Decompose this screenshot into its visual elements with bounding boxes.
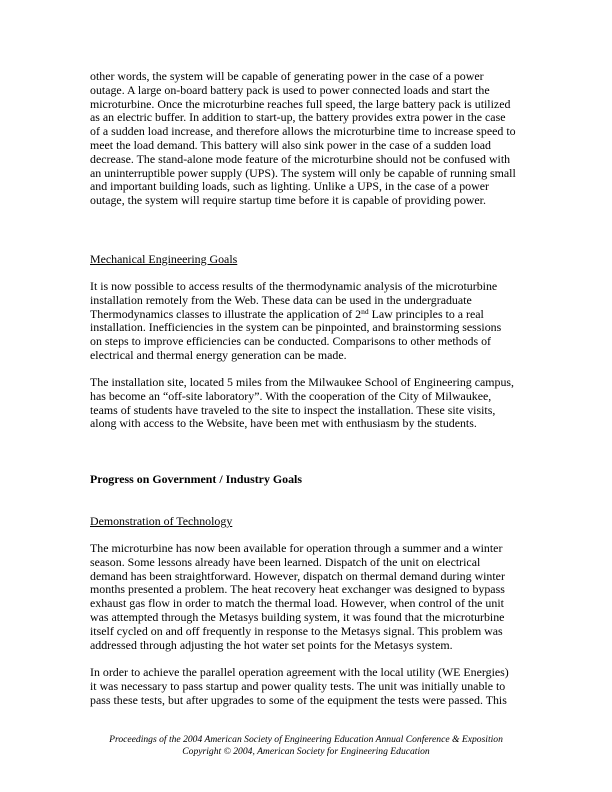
text-line: on steps to improve efficiencies can be conducted. Comparisons to other methods of	[90, 334, 491, 349]
text-fragment: Law principles to a real	[368, 306, 484, 321]
section-heading-demonstration	[90, 514, 560, 529]
section-heading: Progress on Government / Industry Goals	[90, 472, 302, 486]
paragraph-demonstration-2	[90, 666, 560, 707]
text-line: The microturbine has now been available for operation through a summer and a winter	[90, 541, 503, 555]
text-line: months presented a problem. The heat recovery heat exchanger was designed to bypass	[90, 582, 505, 597]
footer-copyright: Copyright © 2004, American Society for Engineering Education	[182, 745, 430, 757]
subsection-heading: Demonstration of Technology	[90, 514, 233, 528]
text-line: decrease. The stand-alone mode feature of the microturbine should not be confused with	[90, 151, 511, 166]
text-line: microturbine. Once the microturbine reaches full speed, the large battery pack is utilized	[90, 96, 511, 111]
text-line: teams of students have traveled to the site to inspect the installation. These site visits,	[90, 402, 496, 417]
text-line: season. Some lessons already have been learned. Dispatch of the unit on electrical	[90, 554, 481, 569]
text-line: addressed through adjusting the hot water set points for the Metasys system.	[90, 637, 453, 652]
text-line: The installation site, located 5 miles from the Milwaukee School of Engineering campus,	[90, 375, 514, 389]
text-line: an uninterruptible power supply (UPS). The system will only be capable of running small	[90, 165, 516, 180]
paragraph-demonstration-1	[90, 542, 560, 652]
section-heading-progress	[90, 473, 560, 487]
text-line: along with access to the Website, have been met with enthusiasm by the students.	[90, 416, 477, 431]
footer-proceedings: Proceedings of the 2004 American Society of Engineering Education Annual Conference & Exposition	[109, 734, 503, 745]
text-line: it was necessary to pass startup and power quality tests. The unit was initially unable to	[90, 678, 506, 693]
text-line: pass these tests, but after upgrades to some of the equipment the tests were passed. This	[90, 692, 507, 707]
section-heading: Mechanical Engineering Goals	[90, 252, 238, 266]
text-line: was attempted through the Metasys building system, it was found that the microturbine	[90, 609, 505, 624]
page-footer	[0, 734, 612, 757]
text-line: installation. Inefficiencies in the system can be pinpointed, and brainstorming sessions	[90, 320, 502, 335]
text-line: installation remotely from the Web. These data can be used in the undergraduate	[90, 292, 472, 307]
text-line: of a sudden load increase, and therefore allows the microturbine time to increase speed to	[90, 124, 516, 139]
text-line: and important building loads, such as lighting. Unlike a UPS, in the case of a power	[90, 179, 489, 194]
paragraph-mechanical-1	[90, 280, 560, 363]
text-line: other words, the system will be capable of generating power in the case of a power	[90, 69, 484, 83]
text-line: It is now possible to access results of the thermodynamic analysis of the microturbine	[90, 279, 498, 293]
text-line: In order to achieve the parallel operation agreement with the local utility (WE Energies)	[90, 665, 509, 679]
text-line: demand has been straightforward. However, dispatch on thermal demand during winter	[90, 568, 505, 583]
text-line: exhaust gas flow in order to match the thermal load. However, when control of the unit	[90, 596, 504, 611]
text-line: outage, the system will require startup time before it is capable of providing power.	[90, 193, 486, 208]
text-line	[90, 308, 560, 322]
text-line: as an electric buffer. In addition to start-up, the battery provides extra power in the case	[90, 110, 506, 125]
section-heading-mechanical	[90, 252, 560, 267]
text-line: meet the load demand. This battery will also sink power in the case of a sudden load	[90, 137, 491, 152]
superscript: nd	[361, 306, 369, 316]
paragraph-intro	[90, 70, 560, 208]
text-line: has become an “off-site laboratory”. With the cooperation of the City of Milwaukee,	[90, 388, 492, 403]
text-fragment: Thermodynamics classes to illustrate the application of 2	[90, 306, 362, 321]
text-line: itself cycled on and off frequently in response to the Metasys signal. This problem was	[90, 623, 503, 638]
text-line: outage. A large on-board battery pack is used to power connected loads and start the	[90, 82, 490, 97]
paragraph-mechanical-2	[90, 376, 560, 431]
text-line: electrical and thermal energy generation can be made.	[90, 347, 347, 362]
